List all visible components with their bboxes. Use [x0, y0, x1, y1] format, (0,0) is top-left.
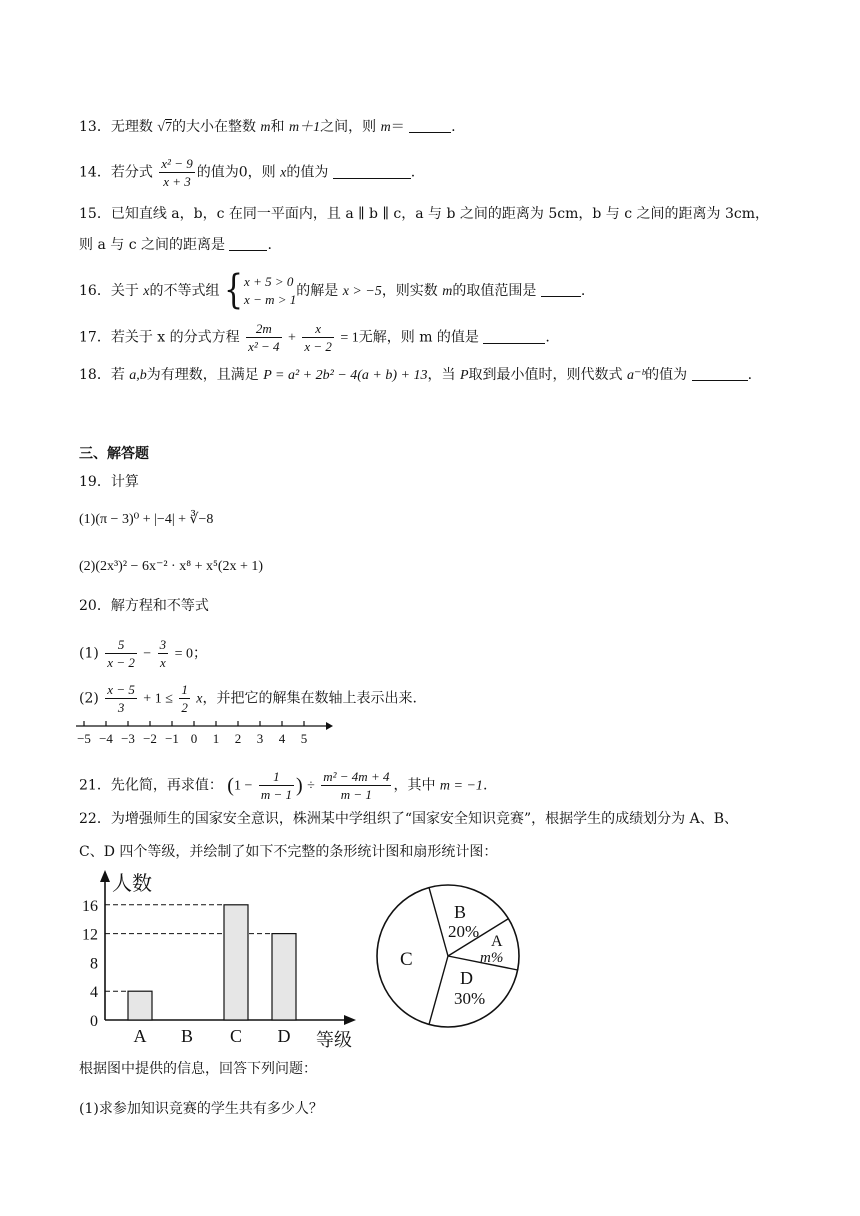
slice-value-a: m% [480, 950, 504, 966]
fraction: $\frac{3}{x}$ [159, 637, 167, 670]
sqrt-expression: √7 [157, 120, 172, 135]
y-tick-label: 4 [90, 984, 98, 1002]
slice-value-b: 20% [448, 922, 480, 941]
question-17: 17．若关于 x 的分式方程 $\frac{2m}{\text{x² − 4}}$ + $\frac{x}{x - 2}$ = 1无解，则 m 的值是 . [79, 321, 550, 354]
bar-d [272, 934, 296, 1020]
question-19-part-2: (2)(2x³)² − 6x⁻² · x⁸ + x⁵(2x + 1) [79, 559, 264, 574]
fraction: $\frac{x - 5}{3}$ [107, 682, 135, 715]
number-line-tick-label: −3 [121, 731, 135, 746]
slice-label-d: D [460, 968, 473, 988]
question-15-line-2: 则 a 与 c 之间的距离是 . [79, 237, 272, 253]
question-14: 14．若分式 $\frac{\text{x² − 9}}{x + 3}$ 的值为0，则 x的值为 . [79, 156, 416, 189]
fraction: $\frac{1}{2}$ [181, 682, 188, 715]
number-line [72, 714, 334, 748]
fraction: $\frac{2m}{\text{x² − 4}}$ [248, 321, 280, 354]
fraction: $\frac{\text{m² − 4m + 4}}{m - 1}$ [323, 769, 390, 802]
brace-icon: { [223, 266, 244, 314]
answer-blank[interactable] [483, 329, 545, 344]
y-tick-label: 8 [90, 955, 98, 973]
number-line-tick-label: −1 [165, 731, 179, 746]
number-line-tick-label: 1 [212, 731, 220, 746]
arrow-icon [100, 870, 110, 882]
question-21: 21．先化简，再求值： (1 − $\frac{1}{m - 1}$ ) ÷ $\frac{\text{m² − 4m + 4}}{m - 1}$ ，其中 m = −1. [79, 769, 488, 802]
x-ticks [134, 1026, 291, 1046]
y-axis-label: 人数 [112, 873, 152, 895]
question-15: 15．已知直线 a，b，c 在同一平面内，且 a ∥ b ∥ c，a 与 b 之间的距离为 5cm，b 与 c 之间的距离为 3cm， [79, 206, 769, 222]
question-19-part-1: (1)(π − 3)⁰ + |−4| + ∛−8 [79, 512, 214, 527]
number-line-tick-label: −5 [77, 731, 91, 746]
answer-blank[interactable] [692, 366, 748, 381]
question-20-part-2: (2) $\frac{x - 5}{3}$ + 1 ≤ $\frac{1}{2}$ x，并把它的解集在数轴上表示出来. [79, 682, 417, 715]
fraction: $\frac{1}{m - 1}$ [260, 769, 292, 802]
question-22-prompt: 根据图中提供的信息，回答下列问题： [79, 1061, 317, 1077]
y-tick-label: 0 [90, 1013, 98, 1030]
y-ticks [82, 898, 98, 1030]
number-line-tick-label: 5 [300, 731, 308, 746]
fraction: $\frac{x}{x - 2}$ [304, 321, 332, 354]
number-line-tick-label: −4 [99, 731, 113, 746]
x-tick-label: B [180, 1026, 194, 1046]
question-20: 20．解方程和不等式 [79, 598, 209, 614]
bar-c [224, 905, 248, 1020]
number-line-tick-label: 0 [190, 731, 198, 746]
x-tick-label: A [133, 1026, 147, 1046]
bar-chart [80, 866, 370, 1052]
answer-blank[interactable] [333, 164, 411, 179]
question-13: 13．无理数 √7的大小在整数 m和 m＋1之间，则 m＝ . [79, 119, 456, 135]
number-line-tick-label: 2 [234, 731, 242, 746]
section-heading: 三、解答题 [79, 446, 149, 462]
number-line-ticks [77, 721, 307, 746]
question-22-sub-1: (1)求参加知识竞赛的学生共有多少人？ [79, 1101, 323, 1117]
y-tick-label: 16 [82, 897, 98, 915]
inequality-system: x + 5 > 0 x − m > 1 [244, 274, 297, 307]
number-line-tick-label: −2 [143, 731, 157, 746]
question-16: 16．关于 x的不等式组 { x + 5 > 0 x − m > 1 的解是 x > −5，则实数 m的取值范围是 . [79, 266, 586, 314]
x-axis-label: 等级 [316, 1030, 352, 1050]
bar-a [128, 991, 152, 1020]
arrow-icon [326, 722, 333, 730]
number-line-tick-label: 3 [256, 731, 264, 746]
answer-blank[interactable] [229, 236, 267, 251]
slice-value-d: 30% [454, 989, 486, 1008]
y-tick-label: 12 [82, 926, 98, 944]
question-20-part-1: (1) $\frac{5}{x - 2}$ − $\frac{3}{x}$ = 0； [79, 637, 208, 670]
question-22-line-2: C、D 四个等级，并绘制了如下不完整的条形统计图和扇形统计图： [79, 844, 498, 860]
answer-blank[interactable] [409, 118, 451, 133]
question-18: 18．若 a,b为有理数，且满足 P = a² + 2b² − 4(a + b) + 13，当 P取到最小值时，则代数式 a⁻ᵇ的值为 . [79, 367, 753, 383]
bars [128, 905, 296, 1020]
fraction: $\frac{5}{x - 2}$ [107, 637, 135, 670]
slice-label-c: C [400, 949, 413, 970]
answer-blank[interactable] [541, 282, 581, 297]
pie-chart [372, 880, 532, 1040]
question-19: 19．计算 [79, 474, 139, 490]
x-tick-label: D [277, 1026, 291, 1046]
question-22: 22．为增强师生的国家安全意识，株洲某中学组织了“国家安全知识竞赛”，根据学生的成绩划分为 A、B、 [79, 811, 738, 827]
fraction: $\frac{\text{x² − 9}}{x + 3}$ [161, 156, 193, 189]
arrow-icon [344, 1015, 356, 1025]
slice-label-a: A [491, 933, 503, 950]
x-tick-label: C [229, 1026, 243, 1046]
slice-label-b: B [454, 902, 467, 922]
number-line-tick-label: 4 [278, 731, 286, 746]
